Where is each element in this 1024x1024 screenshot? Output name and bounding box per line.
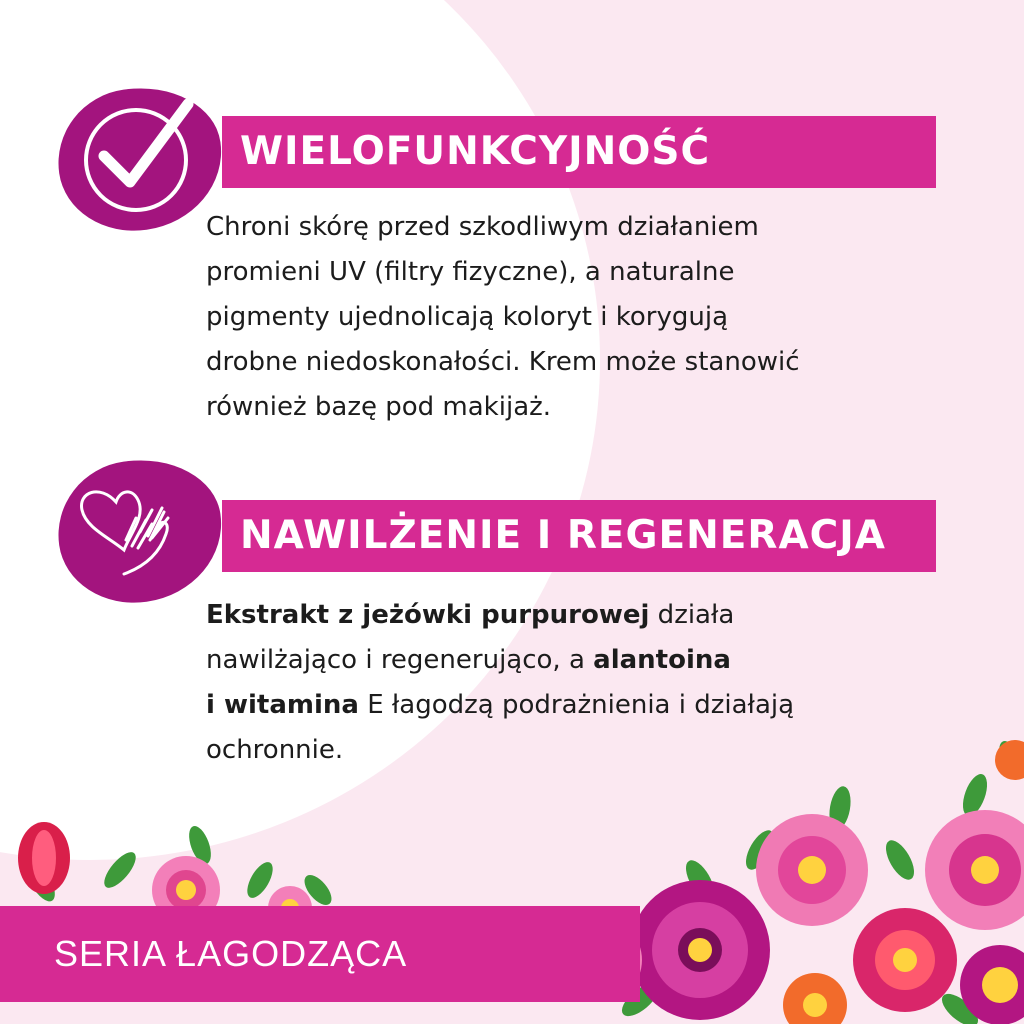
- series-label: SERIA ŁAGODZĄCA: [54, 933, 408, 974]
- description-line: Ekstrakt z jeżówki purpurowej działa: [206, 600, 735, 630]
- description-line: i witamina E łagodzą podrażnienia i działają: [206, 690, 795, 720]
- description-line: promieni UV (filtry fizyczne), a naturalne: [206, 257, 735, 287]
- description-line: Chroni skórę przed szkodliwym działaniem: [206, 212, 759, 242]
- description-line: ochronnie.: [206, 735, 344, 765]
- feature-title: NAWILŻENIE I REGENERACJA: [240, 513, 886, 558]
- description-line: nawilżająco i regenerująco, a alantoina: [206, 645, 731, 675]
- footer-banner: [0, 906, 640, 1002]
- description-line: pigmenty ujednolicają koloryt i korygują: [206, 302, 729, 332]
- description-line: drobne niedoskonałości. Krem może stanowić: [206, 347, 800, 377]
- description-line: również bazę pod makijaż.: [206, 392, 552, 422]
- feature-title: WIELOFUNKCYJNOŚĆ: [240, 129, 711, 174]
